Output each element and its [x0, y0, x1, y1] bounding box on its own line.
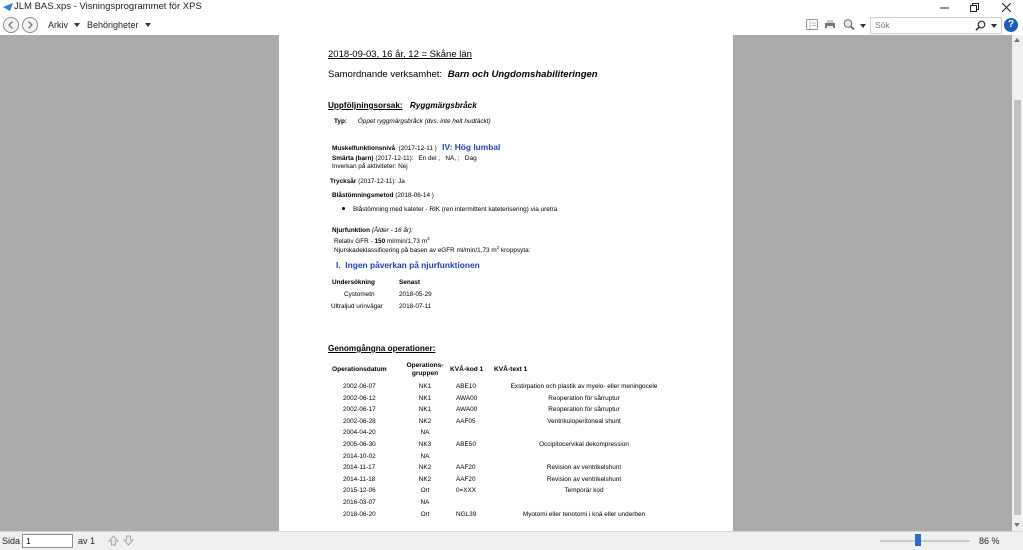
op-header-grupp-2: gruppen [411, 370, 439, 377]
op-code-cell: AAF20 [456, 464, 476, 472]
op-date-cell: 2015-12-06 [343, 487, 376, 495]
blas-list-item [342, 206, 557, 213]
op-text-cell: Reoperation för sårruptur [548, 394, 620, 402]
uppfoljning-label: Uppföljningsorsak: [328, 101, 403, 110]
op-text-cell: Exstirpation och plastik av myelo- eller meningocele [510, 383, 658, 390]
op-date-cell: 2002-06-12 [343, 394, 376, 402]
back-arrow-icon [4, 18, 18, 32]
table-row [332, 474, 674, 486]
op-code-cell [450, 451, 494, 463]
scrollbar-thumb[interactable] [1014, 100, 1021, 515]
typ-label: Typ: [334, 118, 348, 125]
gfr-sup: 2 [427, 236, 430, 241]
njurskade-sup: 2 [496, 245, 500, 250]
scroll-up-icon[interactable] [1014, 38, 1020, 42]
op-group-cell: NK2 [418, 475, 432, 483]
gfr-unit: ml/min/1,73 m [386, 238, 428, 246]
typ-value: Öppet ryggmärgsbråck (dvs. inte helt hudtäckt) [357, 118, 491, 125]
uppfoljning-line [328, 101, 477, 110]
op-code-cell: ABE50 [456, 440, 476, 448]
chevron-down-icon [74, 23, 80, 27]
muskel-label: Muskelfunktionsnivå [332, 145, 396, 152]
scroll-down-icon[interactable] [1014, 523, 1020, 527]
trycksar-value: (2017-12-11): Ja [358, 178, 405, 185]
forward-arrow-icon [23, 18, 37, 32]
njurskade-end: kroppsyta: [499, 247, 531, 255]
sida-label: Sida [2, 536, 21, 546]
njur-line [332, 227, 413, 234]
next-page-icon[interactable] [123, 535, 134, 546]
op-text-cell [494, 451, 674, 463]
zoom-slider-thumb[interactable] [915, 534, 921, 546]
help-icon[interactable]: ? [1004, 18, 1018, 32]
op-date-cell: 2014-10-02 [343, 452, 376, 460]
njur-label: Njurfunktion [332, 227, 370, 234]
op-header-text: KVÅ-text 1 [494, 366, 528, 373]
table-row [332, 509, 674, 521]
gfr-value: 150 [374, 238, 386, 246]
minimize-button[interactable] [928, 0, 960, 15]
date-line-text: 2018-09-03, 16 år, 12 = Skåne län [328, 49, 472, 60]
smarta-line [332, 155, 477, 162]
op-text-cell: Revision av ventrikelshunt [546, 464, 622, 472]
table-row [332, 485, 674, 497]
table-row [332, 451, 674, 463]
page-number-input[interactable] [22, 534, 73, 548]
close-button[interactable] [990, 0, 1022, 15]
table-row [332, 381, 674, 393]
op-group-cell: NK1 [418, 383, 432, 390]
blas-date: (2018-06-14 ) [395, 192, 434, 199]
op-group-cell: NA [420, 452, 430, 460]
table-row [332, 497, 674, 509]
op-group-cell: NK2 [418, 464, 432, 472]
zoom-level-label: 86 % [979, 536, 1000, 546]
exam-row-date: 2018-05-29 [399, 291, 432, 298]
table-row [332, 439, 674, 451]
table-row [332, 416, 674, 428]
restore-button[interactable] [958, 0, 990, 15]
op-header-grupp-1: Operations- [406, 362, 444, 369]
op-code-cell: NGL39 [456, 510, 477, 518]
bullet-icon [342, 207, 345, 210]
menu-behorigheter[interactable] [87, 20, 151, 30]
op-date-cell: 2002-06-28 [343, 417, 376, 425]
op-group-cell: NK2 [418, 417, 432, 425]
op-header-grupp [400, 362, 450, 378]
njurskade-text: Njurskadeklassificering på basen av eGFR ml/min/1,73 m [334, 247, 497, 255]
app-icon [3, 3, 13, 11]
muskel-date: (2017-12-11 ) [398, 145, 437, 152]
op-date-cell: 2016-03-07 [343, 498, 376, 506]
samordnande-line [328, 69, 598, 80]
op-text-cell: Reoperation för sårruptur [548, 406, 620, 414]
blas-item-text: Blåstömning med kateter - RIK (ren intermittent kateterisering) via uretra [353, 206, 558, 213]
op-date-cell: 2014-11-17 [343, 464, 376, 472]
exam-row-name: Ultraljud urinvägar [331, 303, 383, 310]
exam-row-date: 2018-07-11 [399, 303, 432, 310]
op-text-cell: Ventrikuloperitoneal shunt [547, 417, 621, 425]
op-text-cell: Revision av ventrikelshunt [546, 475, 622, 483]
op-text-cell [494, 427, 674, 439]
back-button[interactable] [3, 17, 19, 33]
exam-row-name: Cystometri [344, 291, 375, 298]
page-count-label: av 1 [78, 536, 96, 546]
njur-age: (Ålder - 16 år): [371, 227, 413, 234]
op-date-cell: 2004-04-20 [343, 429, 376, 437]
chevron-down-icon [145, 23, 151, 27]
operations-table [332, 362, 674, 520]
op-code-cell [450, 497, 494, 509]
op-group-cell: Ort [420, 487, 430, 495]
op-text-cell: Occipitocervikal dekompression [539, 440, 629, 448]
print-icon[interactable] [824, 19, 836, 30]
operations-title: Genomgångna operationer: [328, 344, 436, 353]
blas-label: Blåstömningsmetod [332, 192, 394, 199]
op-header-kod: KVÅ-kod 1 [450, 366, 484, 373]
toolbar [0, 15, 1023, 36]
samordnande-value: Barn och Ungdomshabiliteringen [447, 69, 598, 80]
op-code-cell: AWA00 [456, 406, 478, 414]
search-input[interactable] [875, 19, 973, 31]
op-code-cell: AWA00 [456, 394, 478, 402]
inverkan-line: Inverkan på aktiviteter: Nej [332, 163, 408, 170]
op-code-cell: AAF20 [456, 475, 476, 483]
op-date-cell: 2014-11-18 [343, 475, 376, 483]
op-group-cell: NK3 [418, 440, 432, 448]
op-date-cell: 2002-06-17 [343, 406, 376, 414]
op-group-cell: NA [420, 429, 430, 437]
smarta-label: Smärta (barn) [332, 155, 374, 162]
op-date-cell: 2002-06-07 [343, 383, 376, 390]
op-group-cell: NK1 [418, 406, 432, 414]
table-row [332, 404, 674, 416]
zoom-dropdown-icon[interactable] [860, 24, 866, 28]
smarta-date: (2017-12-11): [375, 155, 414, 162]
op-group-cell: NK1 [418, 394, 432, 402]
op-header-datum: Operationsdatum [332, 366, 387, 373]
forward-button[interactable] [22, 17, 38, 33]
op-code-cell [450, 427, 494, 439]
search-options-icon[interactable] [991, 24, 997, 28]
muskel-value: IV: Hög lumbal [442, 142, 501, 152]
zoom-slider-track[interactable] [880, 540, 970, 542]
menu-behorigheter-label: Behörigheter [87, 20, 139, 30]
operations-header-row [332, 362, 674, 378]
op-group-cell: Ort [420, 510, 430, 518]
trycksar-line [330, 178, 405, 185]
op-code-cell: ABE10 [456, 383, 476, 390]
samordnande-label: Samordnande verksamhet: [328, 69, 443, 80]
search-icon[interactable] [975, 20, 986, 31]
search-box [870, 17, 1002, 34]
document-viewer [0, 35, 1012, 531]
title-bar [0, 0, 1023, 15]
njurskade-line [334, 245, 530, 254]
op-text-cell: Myotomi eller tenotomi i knä eller underben [522, 510, 646, 518]
table-row [332, 393, 674, 405]
outline-view-icon[interactable] [806, 19, 818, 30]
exam-header-senast: Senast [399, 279, 420, 286]
document-page [279, 35, 733, 531]
op-date-cell: 2018-06-20 [343, 510, 376, 518]
table-row [332, 462, 674, 474]
op-text-cell [494, 497, 674, 509]
table-row [332, 427, 674, 439]
zoom-magnifier-icon[interactable] [842, 19, 856, 30]
menu-arkiv[interactable] [48, 20, 80, 30]
restore-icon [970, 3, 979, 12]
vertical-scrollbar[interactable] [1012, 35, 1023, 531]
trycksar-label: Trycksår [330, 178, 357, 185]
uppfoljning-value: Ryggmärgsbråck [409, 101, 477, 110]
smarta-values: En del ; NA, ; Dag [418, 155, 477, 162]
op-text-cell: Temporär kod [564, 487, 604, 495]
op-date-cell: 2005-06-30 [343, 440, 376, 448]
status-bar [0, 531, 1023, 550]
muskel-line [332, 139, 500, 153]
gfr-prefix: Relativ GFR - [334, 238, 373, 246]
op-code-cell: AAF05 [456, 417, 476, 425]
exam-header-undersokning: Undersökning [332, 279, 375, 286]
close-icon [1002, 3, 1011, 12]
date-line [328, 49, 472, 60]
blas-line [332, 192, 434, 199]
previous-page-icon[interactable] [108, 535, 119, 546]
op-group-cell: NA [420, 498, 430, 506]
typ-line [334, 118, 491, 125]
op-code-cell: 0=XXX [456, 487, 477, 495]
minimize-icon [940, 3, 949, 12]
njur-class: I. Ingen påverkan på njurfunktionen [336, 260, 480, 270]
gfr-line [334, 236, 430, 245]
menu-arkiv-label: Arkiv [48, 20, 68, 30]
window-title: JLM BAS.xps - Visningsprogrammet för XPS [14, 1, 202, 12]
